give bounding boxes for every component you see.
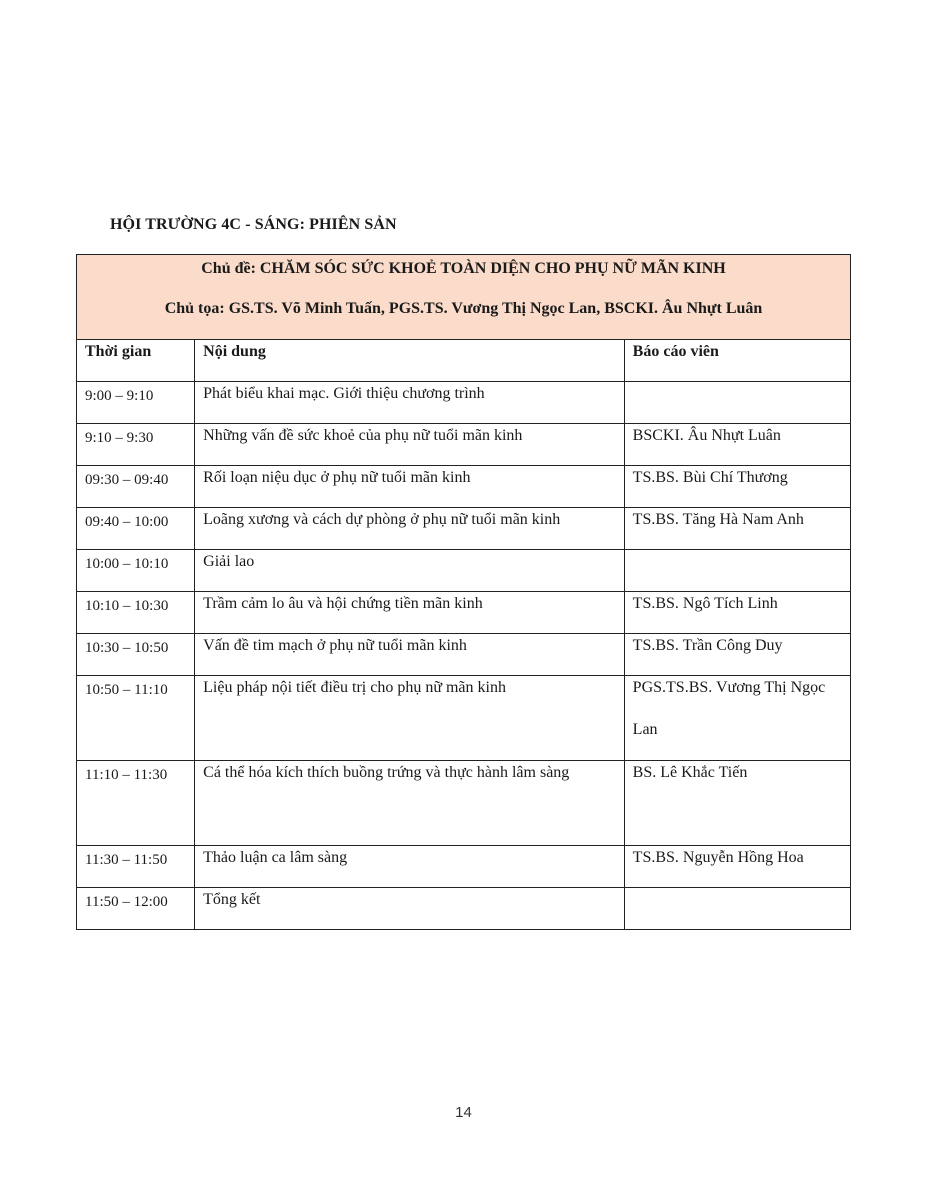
content-text: Thảo luận ca lâm sàng [203, 849, 348, 866]
content-text: Giải lao [203, 553, 255, 570]
content-text: Rối loạn niệu dục ở phụ nữ tuổi mãn kinh [203, 469, 471, 486]
time-text: 10:30 – 10:50 [85, 640, 169, 656]
speaker-cell [624, 846, 850, 888]
time-text: 09:30 – 09:40 [85, 472, 169, 488]
content-text: Loãng xương và cách dự phòng ở phụ nữ tuổi mãn kinh [203, 511, 561, 528]
speaker-cell [624, 888, 850, 930]
speaker-text: TS.BS. Trần Công Duy [632, 637, 783, 654]
speaker-cell [624, 676, 850, 761]
banner-cell [77, 255, 851, 340]
column-header-speaker: Báo cáo viên [624, 340, 850, 382]
program-table [76, 254, 851, 930]
time-cell [77, 382, 195, 424]
content-cell [195, 676, 625, 761]
content-cell [195, 888, 625, 930]
table-row [77, 676, 851, 761]
column-header-time: Thời gian [77, 340, 195, 382]
time-cell [77, 592, 195, 634]
time-text: 09:40 – 10:00 [85, 514, 169, 530]
speaker-text: TS.BS. Tăng Hà Nam Anh [632, 511, 804, 528]
time-cell [77, 508, 195, 550]
time-cell [77, 846, 195, 888]
content-text: Cá thể hóa kích thích buồng trứng và thực hành lâm sàng [203, 764, 570, 781]
speaker-text: BS. Lê Khắc Tiến [632, 764, 748, 781]
time-cell [77, 424, 195, 466]
session-heading: HỘI TRƯỜNG 4C - SÁNG: PHIÊN SẢN [110, 216, 397, 233]
time-text: 11:30 – 11:50 [85, 852, 168, 868]
time-cell [77, 888, 195, 930]
table-row [77, 761, 851, 846]
speaker-text: TS.BS. Nguyễn Hồng Hoa [632, 849, 804, 866]
time-cell [77, 550, 195, 592]
time-text: 9:00 – 9:10 [85, 388, 154, 404]
table-row [77, 888, 851, 930]
banner-row [77, 255, 851, 340]
time-text: 11:50 – 12:00 [85, 894, 168, 910]
time-cell [77, 761, 195, 846]
content-text: Tổng kết [203, 891, 261, 908]
content-cell [195, 761, 625, 846]
time-text: 9:10 – 9:30 [85, 430, 154, 446]
column-header-content: Nội dung [195, 340, 625, 382]
speaker-text: TS.BS. Bùi Chí Thương [632, 469, 788, 486]
speaker-cell [624, 508, 850, 550]
session-chairs: Chủ tọa: GS.TS. Võ Minh Tuấn, PGS.TS. Vương Thị Ngọc Lan, BSCKI. Âu Nhựt Luân [164, 300, 763, 317]
session-topic: Chủ đề: CHĂM SÓC SỨC KHOẺ TOÀN DIỆN CHO PHỤ NỮ MÃN KINH [201, 260, 726, 277]
time-cell [77, 676, 195, 761]
time-text: 11:10 – 11:30 [85, 767, 168, 783]
speaker-cell [624, 761, 850, 846]
speaker-text: BSCKI. Âu Nhựt Luân [632, 427, 781, 444]
page-number: 14 [455, 1104, 472, 1121]
time-cell [77, 634, 195, 676]
time-cell [77, 466, 195, 508]
time-text: 10:50 – 11:10 [85, 682, 168, 698]
content-text: Vấn đề tim mạch ở phụ nữ tuổi mãn kinh [203, 637, 467, 654]
content-text: Phát biểu khai mạc. Giới thiệu chương trình [203, 385, 485, 402]
time-text: 10:10 – 10:30 [85, 598, 169, 614]
content-text: Trầm cảm lo âu và hội chứng tiền mãn kinh [203, 595, 483, 612]
time-text: 10:00 – 10:10 [85, 556, 169, 572]
speaker-text: TS.BS. Ngô Tích Linh [632, 595, 778, 612]
content-text: Những vấn đề sức khoẻ của phụ nữ tuổi mãn kinh [203, 427, 523, 444]
content-text: Liệu pháp nội tiết điều trị cho phụ nữ mãn kinh [203, 679, 506, 696]
speaker-text: PGS.TS.BS. Vương Thị Ngọc Lan [632, 679, 826, 738]
